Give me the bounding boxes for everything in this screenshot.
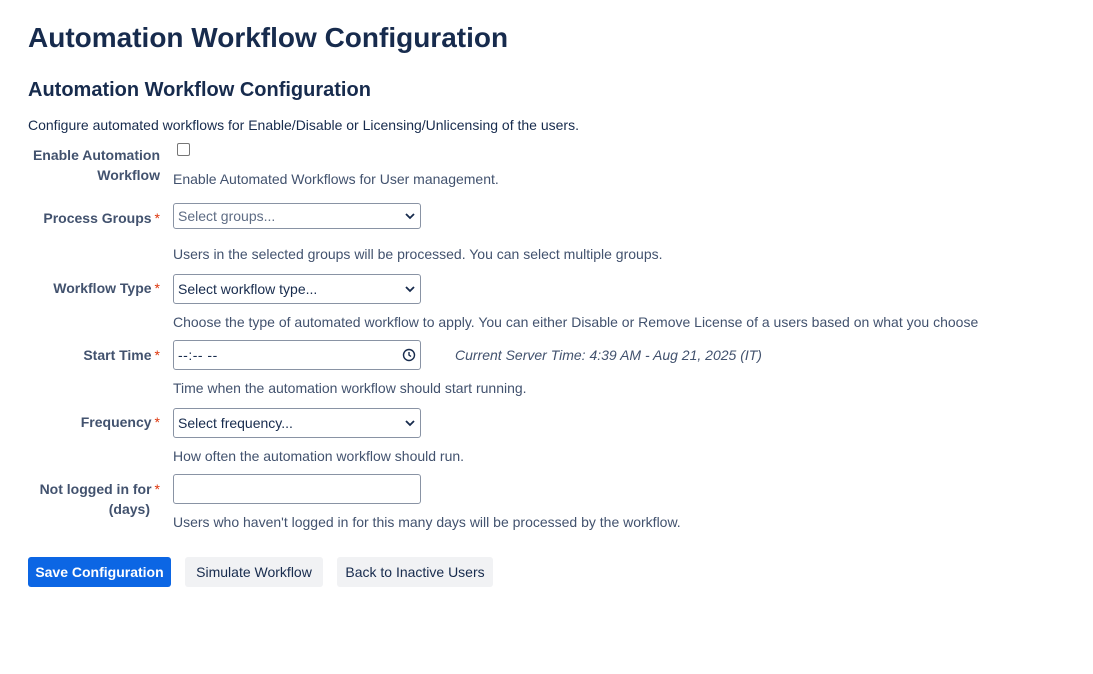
required-marker: * bbox=[154, 210, 160, 226]
enable-automation-label-line2: Workflow bbox=[97, 167, 160, 183]
enable-automation-label bbox=[28, 145, 160, 185]
process-groups-placeholder: Select groups... bbox=[178, 208, 276, 224]
chevron-down-icon bbox=[404, 210, 416, 222]
workflow-type-select[interactable] bbox=[173, 274, 421, 304]
frequency-label-text: Frequency bbox=[80, 414, 152, 430]
current-server-time: Current Server Time: 4:39 AM - Aug 21, 2025 (IT) bbox=[455, 347, 762, 363]
enable-automation-checkbox[interactable] bbox=[177, 143, 190, 156]
start-time-label-text: Start Time bbox=[83, 347, 152, 363]
start-time-help: Time when the automation workflow should start running. bbox=[173, 380, 527, 396]
enable-automation-help: Enable Automated Workflows for User management. bbox=[173, 171, 499, 187]
not-logged-in-label bbox=[28, 479, 160, 519]
workflow-type-label-text: Workflow Type bbox=[53, 280, 152, 296]
page-description: Configure automated workflows for Enable/Disable or Licensing/Unlicensing of the users. bbox=[28, 117, 579, 133]
back-to-inactive-users-button[interactable]: Back to Inactive Users bbox=[337, 557, 493, 587]
workflow-type-selected: Select workflow type... bbox=[178, 281, 318, 297]
frequency-select[interactable] bbox=[173, 408, 421, 438]
process-groups-help: Users in the selected groups will be processed. You can select multiple groups. bbox=[173, 246, 663, 262]
simulate-workflow-button[interactable]: Simulate Workflow bbox=[185, 557, 323, 587]
frequency-selected: Select frequency... bbox=[178, 415, 293, 431]
workflow-type-label bbox=[28, 278, 160, 298]
process-groups-select[interactable] bbox=[173, 203, 421, 229]
start-time-label bbox=[28, 345, 160, 365]
section-title: Automation Workflow Configuration bbox=[28, 79, 371, 101]
process-groups-label bbox=[28, 208, 160, 228]
required-marker: * bbox=[154, 414, 160, 430]
enable-automation-label-line1: Enable Automation bbox=[32, 147, 160, 163]
frequency-help: How often the automation workflow should run. bbox=[173, 448, 465, 464]
not-logged-in-help: Users who haven't logged in for this many days will be processed by the workflow. bbox=[173, 514, 681, 530]
required-marker: * bbox=[154, 347, 160, 363]
workflow-type-help: Choose the type of automated workflow to apply. You can either Disable or Remove License of a users based on what you choose bbox=[173, 314, 979, 330]
process-groups-label-text: Process Groups bbox=[43, 210, 152, 226]
required-marker: * bbox=[154, 280, 160, 296]
save-configuration-button[interactable]: Save Configuration bbox=[28, 557, 171, 587]
start-time-input[interactable] bbox=[173, 340, 421, 370]
page-title: Automation Workflow Configuration bbox=[28, 22, 509, 53]
not-logged-in-label-line2: (days) bbox=[108, 501, 150, 517]
chevron-down-icon bbox=[404, 283, 416, 295]
chevron-down-icon bbox=[404, 417, 416, 429]
not-logged-in-days-input[interactable] bbox=[173, 474, 421, 504]
not-logged-in-label-line1: Not logged in for bbox=[39, 481, 152, 497]
frequency-label bbox=[28, 412, 160, 432]
start-time-value: --:-- -- bbox=[178, 347, 218, 363]
required-marker: * bbox=[154, 481, 160, 497]
clock-icon[interactable] bbox=[402, 348, 416, 362]
